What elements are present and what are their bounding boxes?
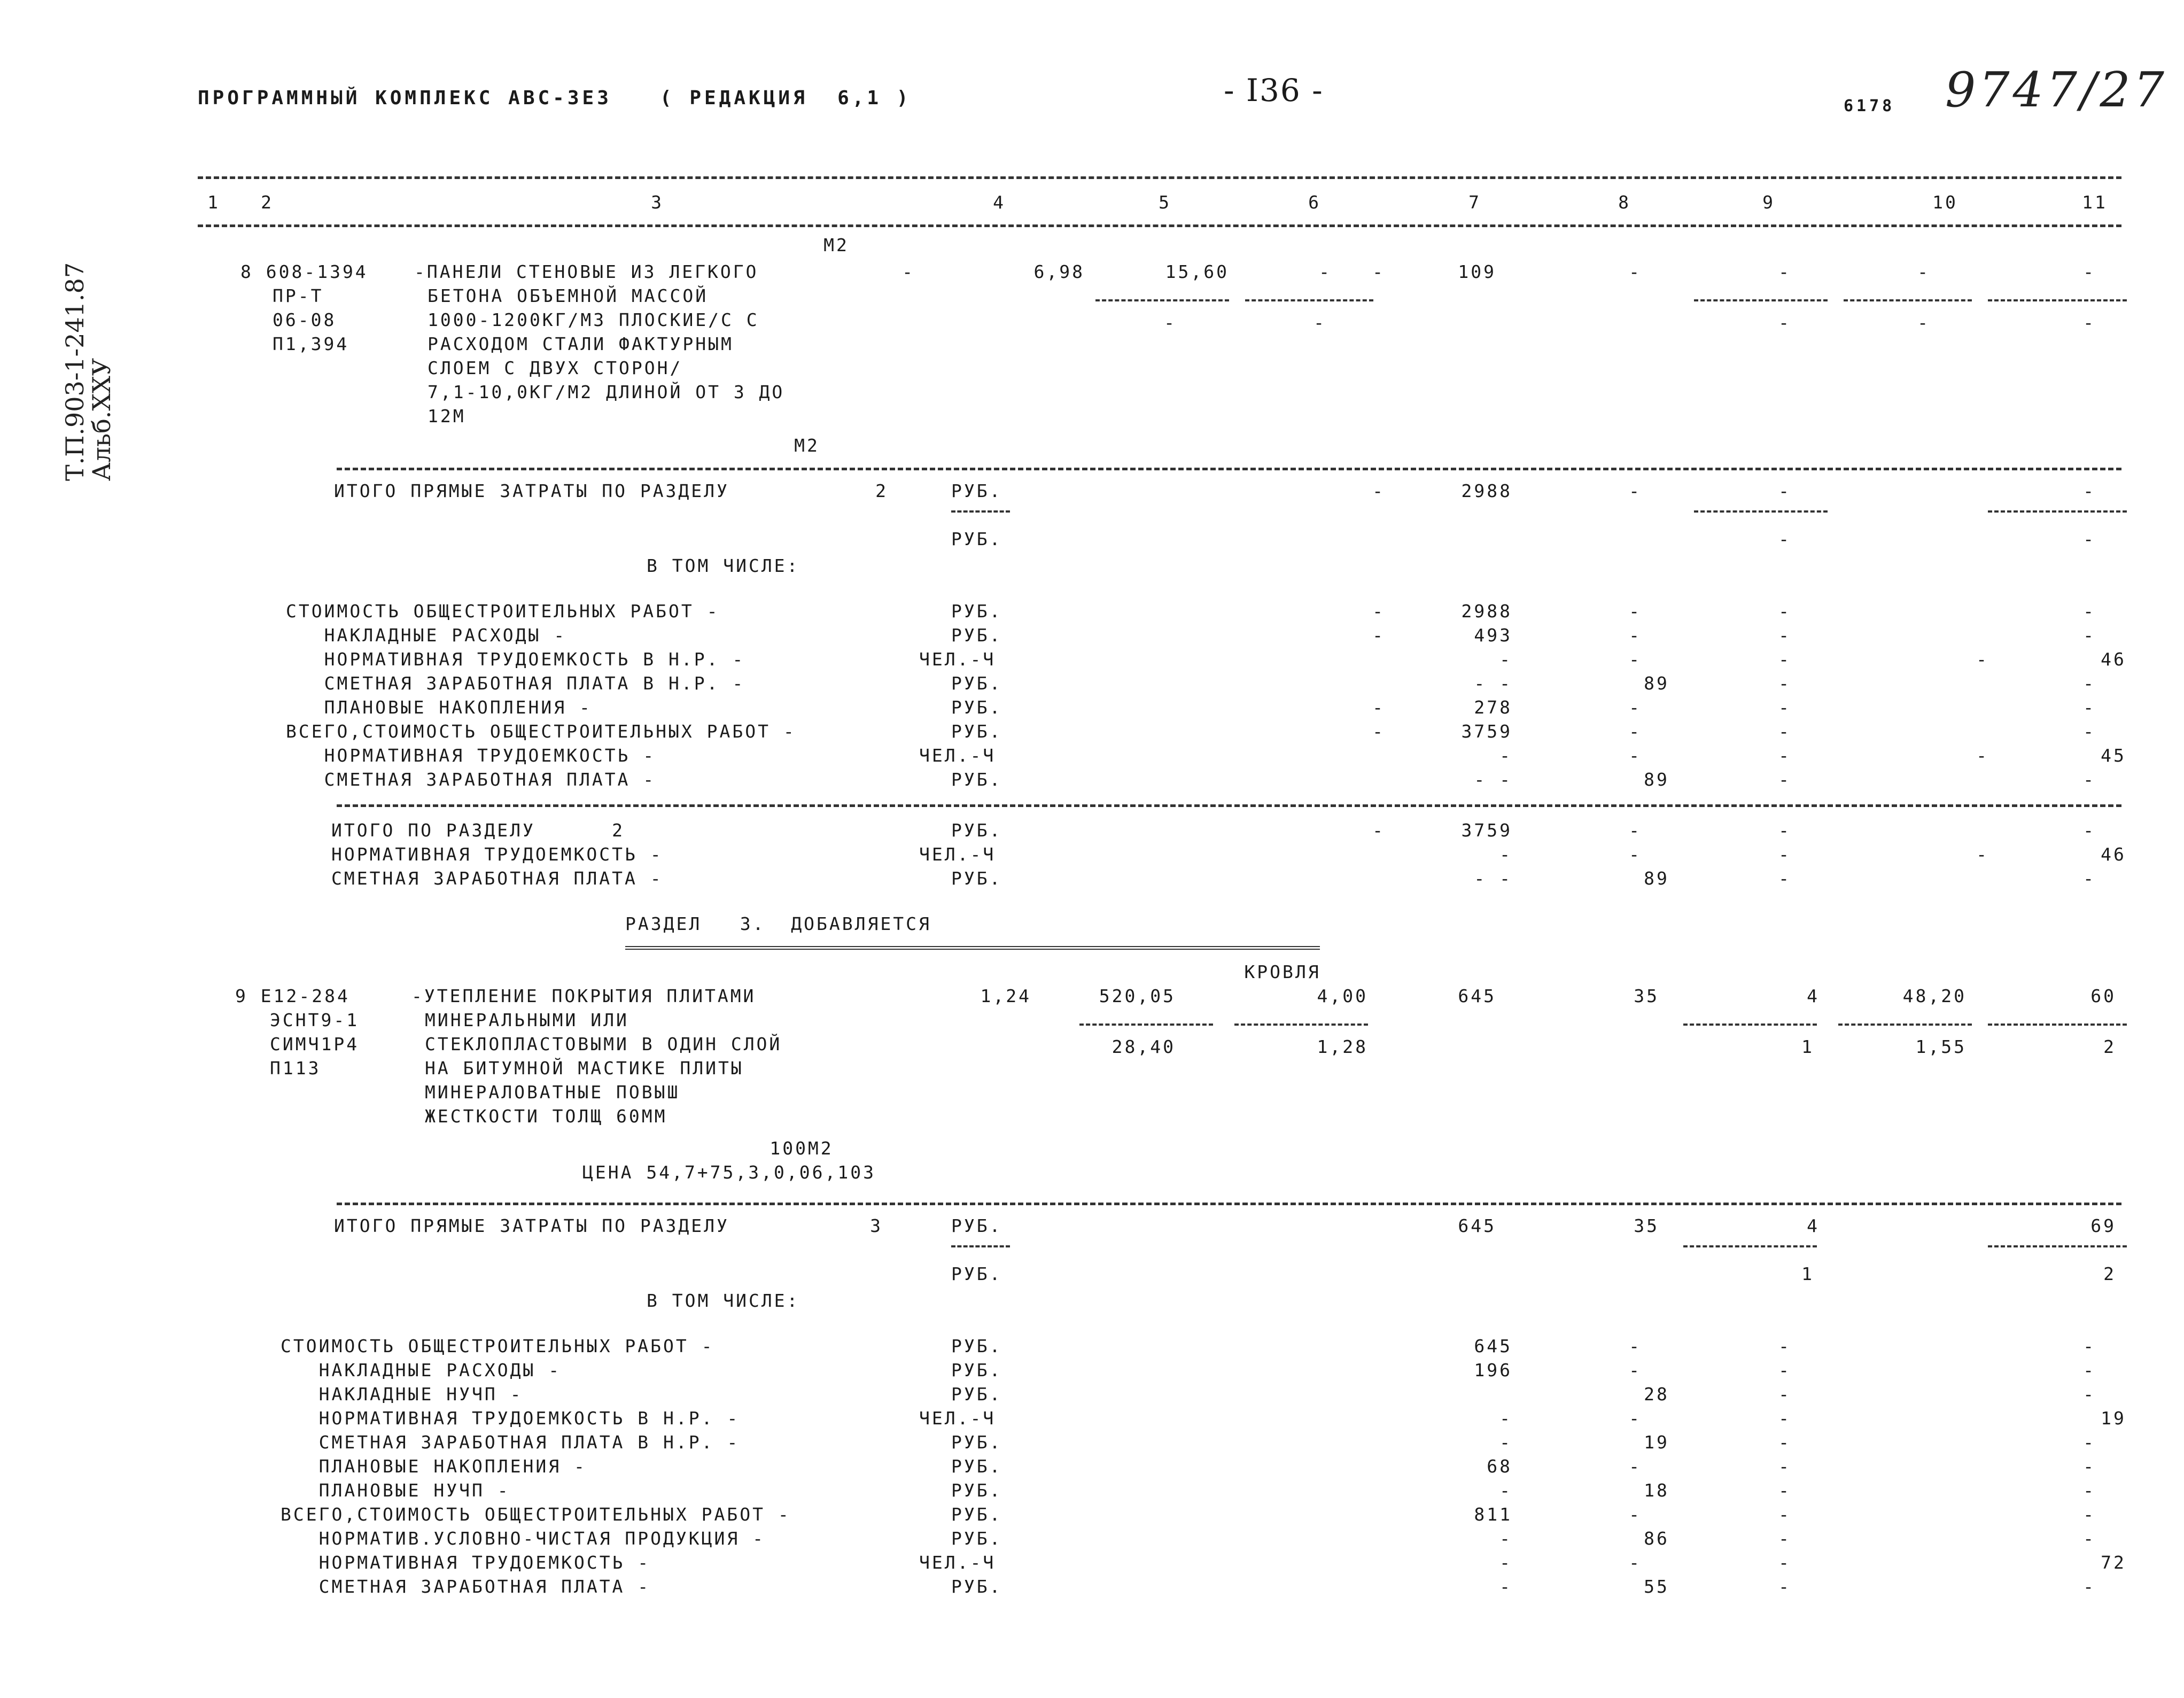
- sec2-row-unit: РУБ.: [951, 625, 1002, 646]
- sec2-row-label: ВСЕГО,СТОИМОСТЬ ОБЩЕСТРОИТЕЛЬНЫХ РАБОТ -: [286, 721, 796, 742]
- sec3-row-label: ПЛАНОВЫЕ НАКОПЛЕНИЯ -: [281, 1456, 587, 1477]
- section3-roof: КРОВЛЯ: [1244, 962, 1321, 982]
- rule-top: [198, 176, 2121, 179]
- sec3-row-col9: -: [1778, 1360, 1791, 1381]
- item8-desc: -ПАНЕЛИ СТЕНОВЫЕ ИЗ ЛЕГКОГО: [414, 261, 759, 282]
- item8-col5-r2: -: [1164, 312, 1177, 333]
- item8-desc: 1000-1200КГ/М3 ПЛОСКИЕ/С С: [428, 309, 759, 330]
- sec2-total-col6: -: [1372, 480, 1385, 501]
- sec2-final-col6: -: [1372, 820, 1385, 841]
- sec2-row-label: НАКЛАДНЫЕ РАСХОДЫ -: [286, 625, 567, 646]
- item8-unit: М2: [823, 235, 849, 255]
- sec2-row-unit: РУБ.: [951, 769, 1002, 790]
- item9-desc: НА БИТУМНОЙ МАСТИКЕ ПЛИТЫ: [425, 1058, 744, 1079]
- sec3-total-col11-r2: 2: [2103, 1263, 2116, 1284]
- sec2-total-col11-r2: -: [2083, 529, 2096, 549]
- sec2-row-col11: -: [2083, 601, 2096, 622]
- sec2-row-col7: - -: [1474, 769, 1512, 790]
- sec3-row-col8: 55: [1644, 1576, 1669, 1597]
- item8-desc: БЕТОНА ОБЪЕМНОЙ МАССОЙ: [428, 285, 709, 306]
- sec2-row-col11: -: [2083, 625, 2096, 646]
- sec2-row-col7: - -: [1474, 673, 1512, 694]
- item8-col6b: -: [1372, 261, 1385, 282]
- sec3-row-col7: -: [1499, 1432, 1512, 1453]
- sec2-row-col7: -: [1499, 745, 1512, 766]
- sec3-row-col11: -: [2083, 1480, 2096, 1501]
- column-number: 5: [1159, 192, 1171, 213]
- sec3-total-unit2: РУБ.: [951, 1263, 1002, 1284]
- item9-unit: 100М2: [770, 1138, 834, 1159]
- sec3-row-label: ПЛАНОВЫЕ НУЧП -: [281, 1480, 510, 1501]
- sec2-final-col7: 3759: [1461, 820, 1512, 841]
- item9-subrule: [1683, 1024, 1817, 1026]
- sec3-row-unit: РУБ.: [951, 1456, 1002, 1477]
- sec2-total-col8: -: [1629, 480, 1642, 501]
- item8-code: ПР-Т: [273, 285, 324, 306]
- sec2-total-col9: -: [1778, 480, 1791, 501]
- sec2-row-col9: -: [1778, 745, 1791, 766]
- sec2-row-col11: -: [2083, 673, 2096, 694]
- sec3-row-unit: РУБ.: [951, 1336, 1002, 1356]
- rule-sec2-total: [337, 468, 2121, 470]
- sec2-final-unit: РУБ.: [951, 820, 1002, 841]
- sec2-total-col11: -: [2083, 480, 2096, 501]
- item8-col7: 109: [1458, 261, 1496, 282]
- sec3-row-label: ВСЕГО,СТОИМОСТЬ ОБЩЕСТРОИТЕЛЬНЫХ РАБОТ -: [281, 1504, 791, 1525]
- sec2-total-label: ИТОГО ПРЯМЫЕ ЗАТРАТЫ ПО РАЗДЕЛУ: [334, 480, 729, 501]
- sec3-row-col11: -: [2083, 1576, 2096, 1597]
- sec2-final-col8: 89: [1644, 868, 1669, 889]
- sec2-row-col11: -: [2083, 721, 2096, 742]
- sec3-total-unit-rule: [951, 1245, 1010, 1247]
- item9-price: ЦЕНА 54,7+75,3,0,06,103: [582, 1162, 876, 1183]
- sec2-row-col8: 89: [1644, 769, 1669, 790]
- item9-col6-r2: 1,28: [1317, 1036, 1368, 1057]
- column-number: 11: [2082, 192, 2108, 213]
- item9-qty: 1,24: [980, 986, 1031, 1006]
- sec2-row-col8: -: [1629, 601, 1642, 622]
- sec3-row-col9: -: [1778, 1528, 1791, 1549]
- sec3-row-col11: -: [2083, 1504, 2096, 1525]
- item8-col4: -: [902, 261, 915, 282]
- item9-desc: ЖЕСТКОСТИ ТОЛЩ 60ММ: [425, 1106, 667, 1127]
- sec2-final-col9: -: [1778, 868, 1791, 889]
- sec3-row-col7: -: [1499, 1480, 1512, 1501]
- sec2-final-col8: -: [1629, 844, 1642, 865]
- sec2-row-col9: -: [1778, 721, 1791, 742]
- sec2-row-col7: 3759: [1461, 721, 1512, 742]
- item8-subrule: [1694, 299, 1828, 301]
- sec3-row-label: СМЕТНАЯ ЗАРАБОТНАЯ ПЛАТА -: [281, 1576, 651, 1597]
- sec2-final-unit: ЧЕЛ.-Ч: [919, 844, 996, 865]
- item9-col7: 645: [1458, 986, 1496, 1006]
- item8-col6: -: [1319, 261, 1332, 282]
- sec2-row-label: НОРМАТИВНАЯ ТРУДОЕМКОСТЬ В Н.Р. -: [286, 649, 745, 670]
- column-number: 9: [1762, 192, 1775, 213]
- sec3-total-subrule: [1988, 1245, 2127, 1247]
- sec3-row-unit: РУБ.: [951, 1480, 1002, 1501]
- sec3-row-col9: -: [1778, 1576, 1791, 1597]
- sec3-row-col8: 19: [1644, 1432, 1669, 1453]
- column-number: 8: [1618, 192, 1631, 213]
- sec2-row-col6: -: [1372, 697, 1385, 718]
- item9-col5-r2: 28,40: [1112, 1036, 1176, 1057]
- sec2-final-col11: 46: [2101, 844, 2126, 865]
- sec3-row-col9: -: [1778, 1336, 1791, 1356]
- sec3-row-col9: -: [1778, 1408, 1791, 1429]
- sec3-total-subrule: [1683, 1245, 1817, 1247]
- sec3-row-col7: 196: [1474, 1360, 1512, 1381]
- sec2-row-col9: -: [1778, 673, 1791, 694]
- sec3-total-col9-r2: 1: [1801, 1263, 1814, 1284]
- item8-desc: 12М: [428, 406, 466, 427]
- sec2-row-col10: -: [1976, 649, 1989, 670]
- item8-col10-r2: -: [1917, 312, 1930, 333]
- sec2-row-col8: -: [1629, 697, 1642, 718]
- item9-col11-r2: 2: [2103, 1036, 2116, 1057]
- sec3-row-col9: -: [1778, 1480, 1791, 1501]
- item9-code: СИМЧ1Р4: [270, 1034, 360, 1055]
- sec3-row-label: НАКЛАДНЫЕ НУЧП -: [281, 1384, 523, 1405]
- sec3-total-col9: 4: [1807, 1215, 1820, 1236]
- item8-col10: -: [1917, 261, 1930, 282]
- sec2-row-unit: ЧЕЛ.-Ч: [919, 649, 996, 670]
- item9-subrule: [1838, 1024, 1972, 1026]
- sec3-row-unit: РУБ.: [951, 1528, 1002, 1549]
- sec2-row-label: СМЕТНАЯ ЗАРАБОТНАЯ ПЛАТА -: [286, 769, 656, 790]
- column-number: 7: [1468, 192, 1481, 213]
- section3-title: РАЗДЕЛ 3. ДОБАВЛЯЕТСЯ: [625, 913, 931, 934]
- sec3-row-unit: РУБ.: [951, 1384, 1002, 1405]
- item8-desc: РАСХОДОМ СТАЛИ ФАКТУРНЫМ: [428, 334, 734, 354]
- sec2-row-col6: -: [1372, 601, 1385, 622]
- sec3-row-label: НОРМАТИВНАЯ ТРУДОЕМКОСТЬ В Н.Р. -: [281, 1408, 740, 1429]
- item9-col10-r2: 1,55: [1915, 1036, 1967, 1057]
- sec3-row-label: НОРМАТИВНАЯ ТРУДОЕМКОСТЬ -: [281, 1552, 651, 1573]
- item9-col10: 48,20: [1902, 986, 1967, 1006]
- sec2-final-col11: -: [2083, 868, 2096, 889]
- sec2-row-col9: -: [1778, 601, 1791, 622]
- sec2-final-label: ИТОГО ПО РАЗДЕЛУ 2: [331, 820, 625, 841]
- margin-note-line1: Т.П.903-1-241.87: [60, 262, 89, 481]
- item8-subrule: [1844, 299, 1972, 301]
- sec2-row-col9: -: [1778, 697, 1791, 718]
- item9-col9-r2: 1: [1801, 1036, 1814, 1057]
- sec3-row-col8: -: [1629, 1456, 1642, 1477]
- sec3-row-label: НОРМАТИВ.УСЛОВНО-ЧИСТАЯ ПРОДУКЦИЯ -: [281, 1528, 765, 1549]
- sec2-final-unit: РУБ.: [951, 868, 1002, 889]
- page-number: - I36 -: [1224, 72, 1324, 108]
- sec2-total-col9-r2: -: [1778, 529, 1791, 549]
- item8-col5: 15,60: [1165, 261, 1229, 282]
- sec3-row-col7: 811: [1474, 1504, 1512, 1525]
- sec2-total-unit: РУБ.: [951, 480, 1002, 501]
- sec2-row-unit: РУБ.: [951, 601, 1002, 622]
- sec3-row-col8: -: [1629, 1504, 1642, 1525]
- sec3-row-col11: 19: [2101, 1408, 2126, 1429]
- sec3-row-col11: -: [2083, 1360, 2096, 1381]
- sec2-row-col8: -: [1629, 745, 1642, 766]
- column-number: 3: [651, 192, 664, 213]
- item8-col8: -: [1629, 261, 1642, 282]
- item8-col11-r2: -: [2083, 312, 2096, 333]
- sec2-row-unit: РУБ.: [951, 673, 1002, 694]
- column-number: 2: [261, 192, 274, 213]
- sec3-row-col11: -: [2083, 1384, 2096, 1405]
- sec2-row-col8: -: [1629, 649, 1642, 670]
- sec2-final-label: СМЕТНАЯ ЗАРАБОТНАЯ ПЛАТА -: [331, 868, 663, 889]
- item8-col11: -: [2083, 261, 2096, 282]
- item8-unit-bottom: М2: [794, 435, 820, 456]
- sec3-total-col8: 35: [1634, 1215, 1659, 1236]
- item8-col6-r2: -: [1313, 312, 1326, 333]
- sec2-final-label: НОРМАТИВНАЯ ТРУДОЕМКОСТЬ -: [331, 844, 663, 865]
- sec3-row-unit: РУБ.: [951, 1504, 1002, 1525]
- rule-header-bottom: [198, 224, 2121, 227]
- sec3-row-unit: РУБ.: [951, 1576, 1002, 1597]
- sec2-row-label: СТОИМОСТЬ ОБЩЕСТРОИТЕЛЬНЫХ РАБОТ -: [286, 601, 720, 622]
- sec2-row-col6: -: [1372, 625, 1385, 646]
- sec3-row-col7: -: [1499, 1552, 1512, 1573]
- edition-label: ( РЕДАКЦИЯ 6,1 ): [660, 87, 912, 109]
- sec2-row-label: НОРМАТИВНАЯ ТРУДОЕМКОСТЬ -: [286, 745, 656, 766]
- rule-sec2-final: [337, 804, 2121, 807]
- item9-col6: 4,00: [1317, 986, 1368, 1006]
- item9-desc: СТЕКЛОПЛАСТОВЫМИ В ОДИН СЛОЙ: [425, 1034, 782, 1055]
- item8-code: 06-08: [273, 309, 337, 330]
- item9-col11: 60: [2090, 986, 2116, 1006]
- sec3-row-label: СТОИМОСТЬ ОБЩЕСТРОИТЕЛЬНЫХ РАБОТ -: [281, 1336, 714, 1356]
- sec2-row-col10: -: [1976, 745, 1989, 766]
- sec3-row-unit: ЧЕЛ.-Ч: [919, 1552, 996, 1573]
- code-handwritten: 9747/27: [1945, 62, 2167, 118]
- item8-col9-r2: -: [1778, 312, 1791, 333]
- sec2-total-unit2: РУБ.: [951, 529, 1002, 549]
- item9-code: ЭСНТ9-1: [270, 1010, 360, 1030]
- sec2-row-col7: 278: [1474, 697, 1512, 718]
- sec2-row-col8: -: [1629, 721, 1642, 742]
- sec2-row-col7: 2988: [1461, 601, 1512, 622]
- sec3-row-label: НАКЛАДНЫЕ РАСХОДЫ -: [281, 1360, 562, 1381]
- column-number: 6: [1308, 192, 1321, 213]
- sec2-row-col11: 45: [2101, 745, 2126, 766]
- item8-code: 8 608-1394: [240, 261, 368, 282]
- sec3-row-col7: -: [1499, 1408, 1512, 1429]
- sec2-total-subrule: [1694, 510, 1828, 513]
- sec3-row-col8: -: [1629, 1360, 1642, 1381]
- sec3-row-col11: -: [2083, 1432, 2096, 1453]
- sec2-row-col9: -: [1778, 649, 1791, 670]
- sec3-row-col11: -: [2083, 1456, 2096, 1477]
- sec3-row-unit: РУБ.: [951, 1432, 1002, 1453]
- sec3-total-unit: РУБ.: [951, 1215, 1002, 1236]
- sec3-row-col9: -: [1778, 1552, 1791, 1573]
- sec2-row-label: СМЕТНАЯ ЗАРАБОТНАЯ ПЛАТА В Н.Р. -: [286, 673, 745, 694]
- sec3-row-col11: -: [2083, 1336, 2096, 1356]
- sec3-including: В ТОМ ЧИСЛЕ:: [647, 1290, 800, 1311]
- sec3-total-col11: 69: [2090, 1215, 2116, 1236]
- sec3-row-unit: РУБ.: [951, 1360, 1002, 1381]
- sec2-total-col7: 2988: [1461, 480, 1512, 501]
- margin-note: [61, 262, 115, 481]
- sec2-final-col10: -: [1976, 844, 1989, 865]
- sec3-row-col8: 86: [1644, 1528, 1669, 1549]
- sec2-final-col7: - -: [1474, 868, 1512, 889]
- margin-note-line2: Альб.ХХУ: [87, 358, 116, 481]
- item9-col5: 520,05: [1099, 986, 1176, 1006]
- column-number: 4: [993, 192, 1006, 213]
- item9-desc: МИНЕРАЛОВАТНЫЕ ПОВЫШ: [425, 1082, 680, 1103]
- sec3-row-col9: -: [1778, 1504, 1791, 1525]
- item9-code: 9 Е12-284: [235, 986, 350, 1006]
- sec3-row-col11: -: [2083, 1528, 2096, 1549]
- sec3-row-col11: 72: [2101, 1552, 2126, 1573]
- sec3-row-col7: -: [1499, 1576, 1512, 1597]
- sec3-total-label: ИТОГО ПРЯМЫЕ ЗАТРАТЫ ПО РАЗДЕЛУ: [334, 1215, 729, 1236]
- sec3-row-col8: 18: [1644, 1480, 1669, 1501]
- sec3-row-col9: -: [1778, 1456, 1791, 1477]
- item9-code: П113: [270, 1058, 321, 1079]
- sec3-row-col7: -: [1499, 1528, 1512, 1549]
- item8-subrule: [1988, 299, 2127, 301]
- sec3-row-col7: 645: [1474, 1336, 1512, 1356]
- sec2-row-col8: -: [1629, 625, 1642, 646]
- program-title: ПРОГРАММНЫЙ КОМПЛЕКС АВС-ЗЕЗ: [198, 87, 612, 109]
- sec2-row-col6: -: [1372, 721, 1385, 742]
- sec2-row-unit: ЧЕЛ.-Ч: [919, 745, 996, 766]
- item9-subrule: [1988, 1024, 2127, 1026]
- item8-subrule: [1095, 299, 1229, 301]
- sec2-final-col9: -: [1778, 820, 1791, 841]
- sec3-row-label: СМЕТНАЯ ЗАРАБОТНАЯ ПЛАТА В Н.Р. -: [281, 1432, 740, 1453]
- sec2-row-col7: -: [1499, 649, 1512, 670]
- sec2-row-col8: 89: [1644, 673, 1669, 694]
- sec2-row-col11: -: [2083, 769, 2096, 790]
- code-small: 6178: [1844, 97, 1895, 115]
- sec2-final-col11: -: [2083, 820, 2096, 841]
- item8-code: П1,394: [273, 334, 349, 354]
- item8-col9: -: [1778, 261, 1791, 282]
- sec2-row-unit: РУБ.: [951, 697, 1002, 718]
- sec3-row-col8: -: [1629, 1552, 1642, 1573]
- sec2-including: В ТОМ ЧИСЛЕ:: [647, 555, 800, 576]
- sec3-row-col8: -: [1629, 1336, 1642, 1356]
- section3-underline: [625, 946, 1320, 950]
- sec2-row-col11: -: [2083, 697, 2096, 718]
- sec3-total-num: 3: [870, 1215, 883, 1236]
- item9-desc: -УТЕПЛЕНИЕ ПОКРЫТИЯ ПЛИТАМИ: [411, 986, 756, 1006]
- sec2-final-col9: -: [1778, 844, 1791, 865]
- item9-col9: 4: [1807, 986, 1820, 1006]
- item9-subrule: [1079, 1024, 1213, 1026]
- column-number: 1: [207, 192, 220, 213]
- item8-desc: СЛОЕМ С ДВУХ СТОРОН/: [428, 358, 683, 378]
- sec3-row-col7: 68: [1487, 1456, 1512, 1477]
- sec2-total-subrule: [1988, 510, 2127, 513]
- item9-subrule: [1234, 1024, 1368, 1026]
- sec2-row-label: ПЛАНОВЫЕ НАКОПЛЕНИЯ -: [286, 697, 592, 718]
- rule-sec3-total: [337, 1203, 2121, 1205]
- sec3-row-col9: -: [1778, 1432, 1791, 1453]
- sec2-row-col9: -: [1778, 625, 1791, 646]
- item9-desc: МИНЕРАЛЬНЫМИ ИЛИ: [425, 1010, 629, 1030]
- item8-desc: 7,1-10,0КГ/М2 ДЛИНОЙ ОТ 3 ДО: [428, 382, 785, 402]
- sec2-row-col7: 493: [1474, 625, 1512, 646]
- sec2-total-unit-rule: [951, 510, 1010, 513]
- item9-col8: 35: [1634, 986, 1659, 1006]
- sec3-row-col8: -: [1629, 1408, 1642, 1429]
- sec2-final-col8: -: [1629, 820, 1642, 841]
- sec2-row-col9: -: [1778, 769, 1791, 790]
- sec2-row-unit: РУБ.: [951, 721, 1002, 742]
- item8-subrule: [1245, 299, 1373, 301]
- column-number: 10: [1932, 192, 1958, 213]
- sec3-row-col9: -: [1778, 1384, 1791, 1405]
- sec2-final-col7: -: [1499, 844, 1512, 865]
- item8-qty: 6,98: [1033, 261, 1085, 282]
- sec2-row-col11: 46: [2101, 649, 2126, 670]
- sec3-row-col8: 28: [1644, 1384, 1669, 1405]
- sec3-total-col7: 645: [1458, 1215, 1496, 1236]
- sec3-row-unit: ЧЕЛ.-Ч: [919, 1408, 996, 1429]
- sec2-total-num: 2: [875, 480, 888, 501]
